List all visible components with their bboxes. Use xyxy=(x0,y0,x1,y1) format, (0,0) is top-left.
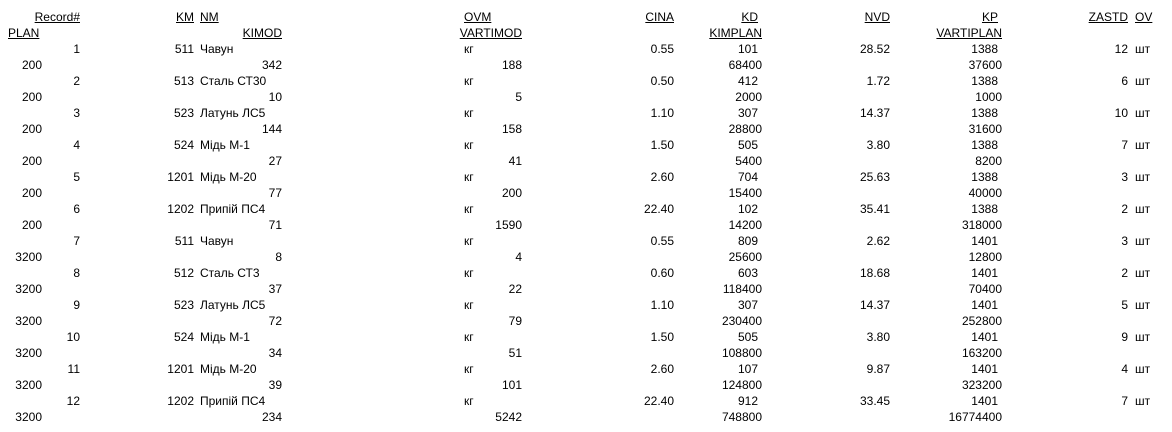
cell-nm: Латунь ЛС5 xyxy=(200,298,266,312)
cell-vartimod: 79 xyxy=(508,314,522,328)
cell-kd: 603 xyxy=(737,266,758,280)
cell-zastd: 2 xyxy=(1121,202,1128,216)
cell-kp: 1388 xyxy=(971,202,998,216)
cell-ov: шт xyxy=(1135,234,1151,248)
cell-plan: 3200 xyxy=(15,314,42,328)
cell-kp: 1388 xyxy=(971,138,998,152)
cell-plan: 200 xyxy=(21,58,42,72)
cell-zastd: 2 xyxy=(1121,266,1128,280)
header-kd: KD xyxy=(741,10,758,24)
cell-ovm: кг xyxy=(464,394,474,408)
header-ovm: OVM xyxy=(464,10,492,24)
cell-kimplan: 2000 xyxy=(735,90,762,104)
cell-kd: 912 xyxy=(737,394,758,408)
cell-km: 1202 xyxy=(167,394,194,408)
cell-kp: 1388 xyxy=(971,170,998,184)
cell-cina: 1.10 xyxy=(650,298,674,312)
cell-kimod: 234 xyxy=(261,410,282,424)
cell-zastd: 3 xyxy=(1121,234,1128,248)
cell-kimod: 71 xyxy=(268,218,282,232)
cell-ovm: кг xyxy=(464,298,474,312)
cell-record: 4 xyxy=(73,138,80,152)
cell-kp: 1401 xyxy=(971,266,998,280)
cell-km: 523 xyxy=(173,298,194,312)
cell-km: 524 xyxy=(173,138,194,152)
cell-plan: 200 xyxy=(21,154,42,168)
cell-ov: шт xyxy=(1135,394,1151,408)
cell-zastd: 6 xyxy=(1121,74,1128,88)
cell-nm: Сталь СТ3 xyxy=(200,266,260,280)
cell-nvd: 3.80 xyxy=(866,330,890,344)
cell-vartimod: 5 xyxy=(515,90,522,104)
cell-kp: 1401 xyxy=(971,298,998,312)
cell-kimplan: 68400 xyxy=(728,58,762,72)
cell-kp: 1388 xyxy=(971,106,998,120)
cell-vartimod: 158 xyxy=(501,122,522,136)
cell-vartiplan: 37600 xyxy=(968,58,1002,72)
cell-record: 1 xyxy=(73,42,80,56)
cell-km: 523 xyxy=(173,106,194,120)
cell-cina: 1.50 xyxy=(650,330,674,344)
header-kimod: KIMOD xyxy=(242,26,282,40)
cell-nm: Латунь ЛС5 xyxy=(200,106,266,120)
cell-ov: шт xyxy=(1135,74,1151,88)
cell-ovm: кг xyxy=(464,362,474,376)
cell-ov: шт xyxy=(1135,298,1151,312)
cell-ovm: кг xyxy=(464,170,474,184)
cell-cina: 0.55 xyxy=(650,234,674,248)
cell-vartimod: 101 xyxy=(501,378,522,392)
cell-nvd: 3.80 xyxy=(866,138,890,152)
cell-kimod: 27 xyxy=(268,154,282,168)
cell-nvd: 35.41 xyxy=(859,202,890,216)
cell-kimplan: 5400 xyxy=(735,154,762,168)
cell-vartiplan: 252800 xyxy=(961,314,1002,328)
cell-record: 7 xyxy=(73,234,80,248)
cell-vartimod: 41 xyxy=(508,154,522,168)
cell-ov: шт xyxy=(1135,330,1151,344)
cell-ov: шт xyxy=(1135,362,1151,376)
cell-cina: 22.40 xyxy=(643,202,674,216)
cell-ovm: кг xyxy=(464,42,474,56)
cell-cina: 0.50 xyxy=(650,74,674,88)
cell-kimplan: 230400 xyxy=(721,314,762,328)
cell-plan: 3200 xyxy=(15,378,42,392)
cell-vartimod: 5242 xyxy=(495,410,522,424)
cell-kd: 505 xyxy=(737,330,758,344)
cell-plan: 3200 xyxy=(15,282,42,296)
cell-ovm: кг xyxy=(464,138,474,152)
cell-vartiplan: 318000 xyxy=(961,218,1002,232)
cell-cina: 0.60 xyxy=(650,266,674,280)
cell-ov: шт xyxy=(1135,170,1151,184)
cell-kp: 1388 xyxy=(971,74,998,88)
cell-plan: 200 xyxy=(21,218,42,232)
cell-cina: 2.60 xyxy=(650,362,674,376)
cell-kp: 1388 xyxy=(971,42,998,56)
cell-kp: 1401 xyxy=(971,394,998,408)
header-ov: OV xyxy=(1135,10,1153,24)
cell-kimod: 342 xyxy=(261,58,282,72)
cell-vartiplan: 163200 xyxy=(961,346,1002,360)
cell-kd: 307 xyxy=(737,106,758,120)
cell-nm: Припій ПС4 xyxy=(200,394,266,408)
cell-nm: Мідь М-20 xyxy=(200,170,257,184)
cell-cina: 1.50 xyxy=(650,138,674,152)
cell-nvd: 2.62 xyxy=(866,234,890,248)
cell-nm: Припій ПС4 xyxy=(200,202,266,216)
cell-kimplan: 14200 xyxy=(728,218,762,232)
header-zastd: ZASTD xyxy=(1088,10,1128,24)
cell-nm: Чавун xyxy=(200,234,234,248)
cell-cina: 1.10 xyxy=(650,106,674,120)
cell-nm: Мідь М-1 xyxy=(200,138,250,152)
cell-kimplan: 124800 xyxy=(721,378,762,392)
header-kimplan: KIMPLAN xyxy=(709,26,762,40)
cell-vartiplan: 70400 xyxy=(968,282,1002,296)
cell-kp: 1401 xyxy=(971,234,998,248)
cell-zastd: 9 xyxy=(1121,330,1128,344)
cell-zastd: 12 xyxy=(1114,42,1128,56)
cell-ov: шт xyxy=(1135,138,1151,152)
cell-record: 9 xyxy=(73,298,80,312)
cell-zastd: 3 xyxy=(1121,170,1128,184)
header-record: Record# xyxy=(34,10,80,24)
cell-kd: 412 xyxy=(737,74,758,88)
cell-plan: 3200 xyxy=(15,410,42,424)
cell-nvd: 1.72 xyxy=(866,74,890,88)
cell-ov: шт xyxy=(1135,106,1151,120)
header-cina: CINA xyxy=(645,10,674,24)
cell-ovm: кг xyxy=(464,266,474,280)
cell-nm: Мідь М-1 xyxy=(200,330,250,344)
cell-km: 512 xyxy=(173,266,194,280)
cell-kimplan: 25600 xyxy=(728,250,762,264)
cell-vartimod: 1590 xyxy=(495,218,522,232)
cell-ovm: кг xyxy=(464,106,474,120)
cell-record: 11 xyxy=(67,362,80,376)
cell-vartimod: 4 xyxy=(515,250,522,264)
cell-record: 10 xyxy=(66,330,80,344)
header-nvd: NVD xyxy=(864,10,890,24)
header-vartimod: VARTIMOD xyxy=(459,26,522,40)
cell-ovm: кг xyxy=(464,74,474,88)
header-kp: KP xyxy=(981,10,998,24)
cell-nvd: 9.87 xyxy=(866,362,890,376)
cell-kimod: 8 xyxy=(275,250,282,264)
cell-kimod: 10 xyxy=(268,90,282,104)
cell-km: 1201 xyxy=(167,362,194,376)
cell-zastd: 7 xyxy=(1121,138,1128,152)
cell-kd: 704 xyxy=(737,170,758,184)
cell-record: 5 xyxy=(73,170,80,184)
cell-vartiplan: 12800 xyxy=(968,250,1002,264)
cell-kimplan: 748800 xyxy=(721,410,762,424)
cell-zastd: 4 xyxy=(1121,362,1128,376)
cell-plan: 200 xyxy=(21,186,42,200)
cell-nvd: 14.37 xyxy=(859,106,890,120)
cell-vartiplan: 31600 xyxy=(968,122,1002,136)
cell-ov: шт xyxy=(1135,42,1151,56)
cell-record: 2 xyxy=(73,74,80,88)
cell-km: 511 xyxy=(174,234,194,248)
cell-vartiplan: 323200 xyxy=(961,378,1002,392)
cell-zastd: 10 xyxy=(1114,106,1128,120)
cell-ovm: кг xyxy=(464,234,474,248)
cell-record: 3 xyxy=(73,106,80,120)
cell-kimplan: 118400 xyxy=(722,282,762,296)
cell-nvd: 25.63 xyxy=(859,170,890,184)
cell-kimplan: 108800 xyxy=(721,346,762,360)
cell-plan: 3200 xyxy=(15,250,42,264)
header-km: KM xyxy=(176,10,194,24)
cell-nm: Сталь СТ30 xyxy=(200,74,267,88)
cell-kimod: 34 xyxy=(268,346,282,360)
cell-kimod: 144 xyxy=(261,122,282,136)
cell-kd: 107 xyxy=(737,362,758,376)
cell-kimplan: 15400 xyxy=(728,186,762,200)
cell-nvd: 18.68 xyxy=(859,266,890,280)
cell-nvd: 28.52 xyxy=(859,42,890,56)
cell-nm: Чавун xyxy=(200,42,234,56)
cell-vartimod: 200 xyxy=(501,186,522,200)
cell-record: 8 xyxy=(73,266,80,280)
cell-record: 6 xyxy=(73,202,80,216)
cell-plan: 200 xyxy=(21,90,42,104)
cell-vartiplan: 16774400 xyxy=(948,410,1002,424)
cell-kd: 101 xyxy=(737,42,758,56)
cell-vartimod: 51 xyxy=(508,346,522,360)
cell-plan: 200 xyxy=(21,122,42,136)
cell-kp: 1401 xyxy=(971,330,998,344)
cell-kd: 307 xyxy=(737,298,758,312)
cell-vartiplan: 1000 xyxy=(975,90,1002,104)
cell-kd: 102 xyxy=(737,202,758,216)
header-nm: NM xyxy=(200,10,219,24)
cell-nvd: 14.37 xyxy=(859,298,890,312)
cell-zastd: 7 xyxy=(1121,394,1128,408)
cell-kimod: 72 xyxy=(268,314,282,328)
cell-zastd: 5 xyxy=(1121,298,1128,312)
cell-kimod: 37 xyxy=(268,282,282,296)
cell-ovm: кг xyxy=(464,202,474,216)
cell-kimod: 77 xyxy=(268,186,282,200)
cell-km: 524 xyxy=(173,330,194,344)
cell-kimod: 39 xyxy=(268,378,282,392)
cell-km: 513 xyxy=(173,74,194,88)
cell-vartimod: 188 xyxy=(501,58,522,72)
cell-cina: 0.55 xyxy=(650,42,674,56)
cell-ov: шт xyxy=(1135,202,1151,216)
cell-km: 1201 xyxy=(167,170,194,184)
header-vartiplan: VARTIPLAN xyxy=(936,26,1002,40)
cell-cina: 22.40 xyxy=(643,394,674,408)
cell-kd: 505 xyxy=(737,138,758,152)
cell-km: 511 xyxy=(174,42,194,56)
cell-nm: Мідь М-20 xyxy=(200,362,257,376)
cell-ovm: кг xyxy=(464,330,474,344)
cell-nvd: 33.45 xyxy=(859,394,890,408)
cell-vartiplan: 40000 xyxy=(968,186,1002,200)
cell-vartimod: 22 xyxy=(508,282,522,296)
cell-km: 1202 xyxy=(167,202,194,216)
cell-cina: 2.60 xyxy=(650,170,674,184)
cell-vartiplan: 8200 xyxy=(975,154,1002,168)
cell-record: 12 xyxy=(66,394,80,408)
cell-kp: 1401 xyxy=(971,362,998,376)
header-plan: PLAN xyxy=(8,26,40,40)
cell-plan: 3200 xyxy=(15,346,42,360)
cell-ov: шт xyxy=(1135,266,1151,280)
cell-kd: 809 xyxy=(737,234,758,248)
cell-kimplan: 28800 xyxy=(728,122,762,136)
